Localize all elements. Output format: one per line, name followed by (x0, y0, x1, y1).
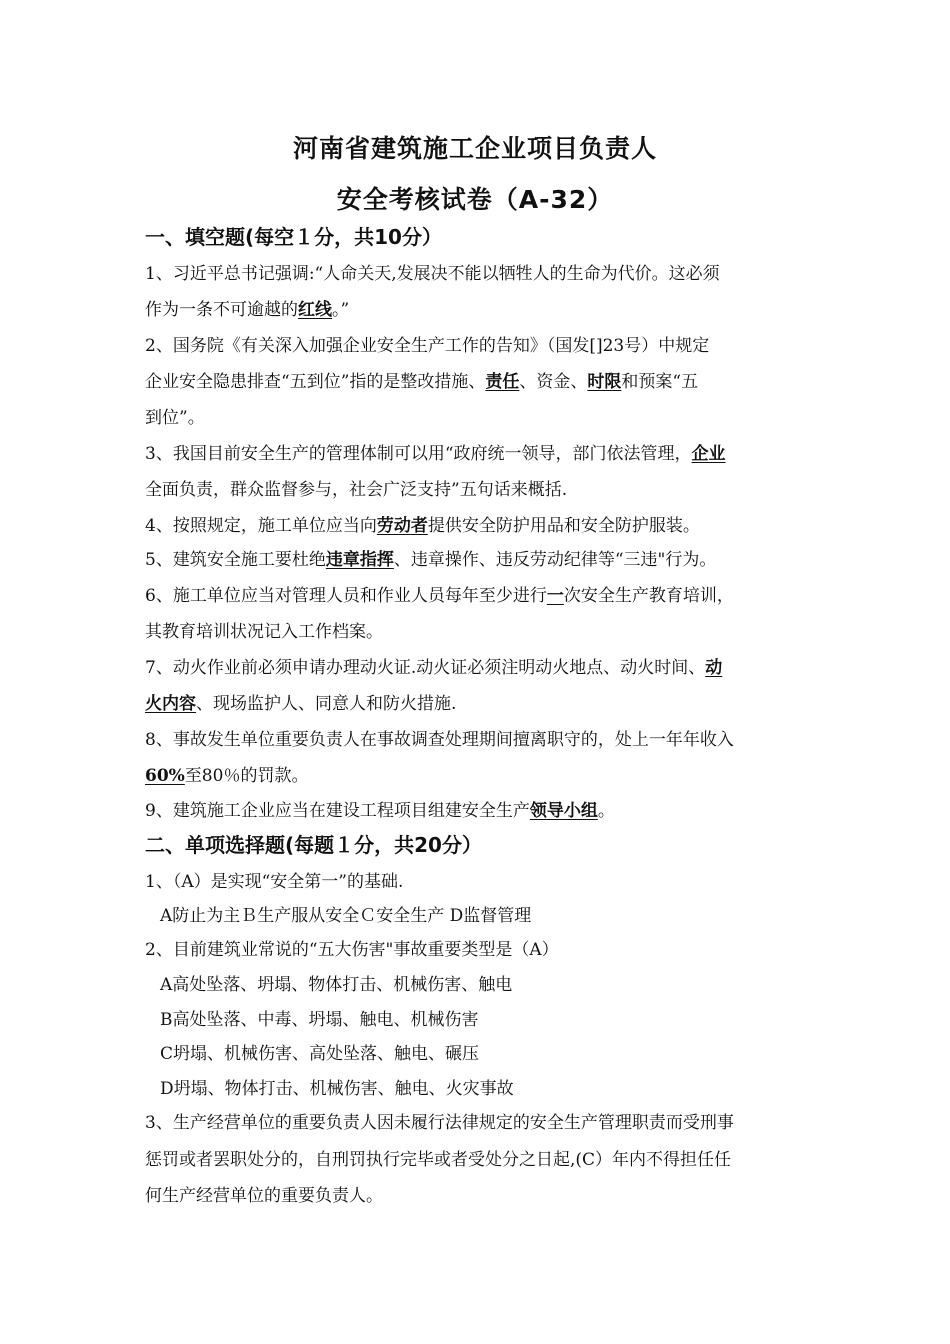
q4-line1 (145, 514, 700, 538)
q8-line2 (145, 764, 308, 788)
q5-line1 (145, 548, 716, 572)
q8-line1: 8、事故发生单位重要负责人在事故调查处理期间擅离职守的，处上一年年收入 (145, 730, 734, 750)
mc-q3-line3: 何生产经营单位的重要负责人。 (145, 1186, 383, 1206)
section1-heading: 一、填空题(每空１分，共10分） (145, 225, 442, 249)
q4-answer: 劳动者 (376, 516, 428, 536)
q4-text-a: 4、按照规定，施工单位应当向 (145, 516, 377, 536)
q3-line1 (145, 442, 726, 466)
q7-text-a: 7、动火作业前必须申请办理动火证.动火证必须注明动火地点、动火时间、 (145, 658, 706, 678)
mc-q2-option-a: A高处坠落、坍塌、物体打击、机械伤害、触电 (160, 975, 513, 995)
exam-title-line2: 安全考核试卷（A-32） (336, 185, 614, 214)
q7-text-b: 、现场监护人、同意人和防火措施. (196, 694, 457, 714)
q7-line1 (145, 656, 722, 680)
q8-text-b: 至80％的罚款。 (184, 766, 309, 786)
q2-text-b: 、资金、 (519, 372, 588, 392)
q7-line2 (145, 692, 456, 716)
mc-q3-line2: 惩罚或者罢职处分的，自刑罚执行完毕或者受处分之日起,(C）年内不得担任任 (145, 1150, 732, 1170)
q7-answer-part1: 动 (705, 658, 723, 678)
mc-q2-option-c: C坍塌、机械伤害、高处坠落、触电、碾压 (160, 1044, 480, 1064)
q2-text-a: 企业安全隐患排查“五到位”指的是整改措施、 (145, 372, 486, 392)
mc-q3-line1: 3、生产经营单位的重要负责人因未履行法律规定的安全生产管理职责而受刑事 (145, 1113, 734, 1133)
q9-line1 (145, 799, 615, 823)
q6-text-a: 6、施工单位应当对管理人员和作业人员每年至少进行 (145, 586, 547, 606)
q5-answer: 违章指挥 (325, 550, 394, 570)
q2-line1: 2、国务院《有关深入加强企业安全生产工作的告知》（国发[]23号）中规定 (145, 336, 710, 356)
q2-line3: 到位”。 (145, 408, 205, 428)
q2-answer-1: 责任 (485, 372, 520, 392)
q6-text-b: 次安全生产教育培训， (563, 586, 734, 606)
mc-q1-stem: 1、（A）是实现“安全第一”的基础. (145, 872, 404, 892)
q2-text-c: 和预案“五 (621, 372, 699, 392)
q6-answer: 一 (546, 586, 564, 606)
q1-line1: 1、习近平总书记强调:“人命关天,发展决不能以牺牲人的生命为代价。这必须 (145, 264, 720, 284)
mc-q1-options: A防止为主Ｂ生产服从安全Ｃ安全生产 D监督管理 (160, 906, 532, 926)
q5-text-b: 、违章操作、违反劳动纪律等“三违"行为。 (393, 550, 717, 570)
q5-text-a: 5、建筑安全施工要杜绝 (145, 550, 326, 570)
q3-line2: 全面负责，群众监督参与，社会广泛支持”五句话来概括. (145, 480, 568, 500)
q1-text-a: 作为一条不可逾越的 (145, 300, 298, 320)
q6-line2: 其教育培训状况记入工作档案。 (145, 622, 383, 642)
q7-answer-part2: 火内容 (145, 694, 196, 714)
mc-q2-option-d: D坍塌、物体打击、机械伤害、触电、火灾事故 (160, 1079, 514, 1099)
exam-title-line1: 河南省建筑施工企业项目负责人 (292, 134, 657, 163)
section2-heading: 二、单项选择题(每题１分，共20分） (145, 833, 482, 857)
q9-text-a: 9、建筑施工企业应当在建设工程项目组建安全生产 (145, 801, 530, 821)
q1-text-b: 。” (332, 300, 350, 320)
q6-line1 (145, 584, 734, 608)
q9-answer: 领导小组 (529, 801, 598, 821)
q8-answer: 60% (145, 766, 185, 786)
q2-answer-2: 时限 (587, 372, 622, 392)
q3-answer: 企业 (691, 444, 726, 464)
q9-text-b: 。 (597, 801, 615, 821)
q2-line2 (145, 370, 698, 394)
q1-line2 (145, 298, 349, 322)
q1-answer: 红线 (298, 300, 332, 320)
q4-text-b: 提供安全防护用品和安全防护服装。 (427, 516, 700, 536)
mc-q2-option-b: B高处坠落、中毒、坍塌、触电、机械伤害 (160, 1010, 479, 1030)
q3-text-a: 3、我国目前安全生产的管理体制可以用“政府统一领导，部门依法管理， (145, 444, 692, 464)
mc-q2-stem: 2、目前建筑业常说的“五大伤害"事故重要类型是（A） (145, 940, 559, 960)
